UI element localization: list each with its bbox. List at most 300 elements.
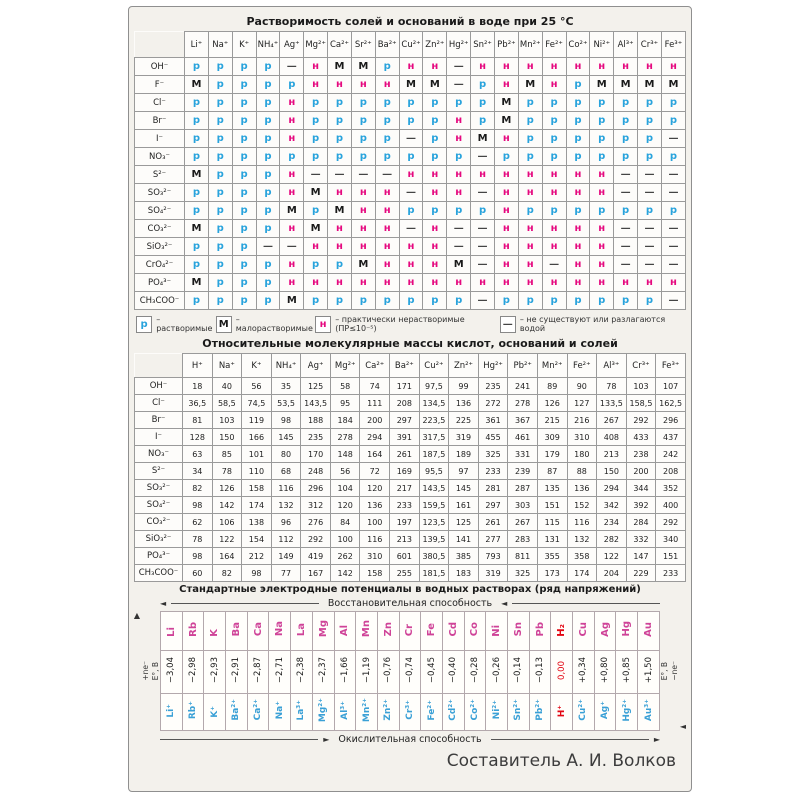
mass-cell: 35 xyxy=(271,378,301,395)
solubility-cell: р xyxy=(399,94,423,112)
potential-value: −1,66 xyxy=(339,656,350,684)
mass-cell: 142 xyxy=(212,497,242,514)
mass-cell: 142 xyxy=(330,565,360,582)
mass-cell: 99 xyxy=(449,378,479,395)
element-symbol-cell xyxy=(291,612,313,651)
potentials-title: Стандартные электродные потенциалы в водных растворах (ряд напряжений) xyxy=(179,584,641,595)
mass-cell: 82 xyxy=(183,480,213,497)
mass-cell: 174 xyxy=(242,497,272,514)
solubility-cell: р xyxy=(304,112,328,130)
cation-header: Cu²⁺ xyxy=(399,32,423,58)
anion-label: F⁻ xyxy=(135,76,185,94)
mass-cell: 18 xyxy=(183,378,213,395)
potential-value-cell xyxy=(529,651,551,694)
mass-cell: 225 xyxy=(449,412,479,429)
solubility-cell: н xyxy=(494,130,518,148)
mass-cell: 419 xyxy=(301,548,331,565)
element-symbol: Hg xyxy=(621,621,633,637)
solubility-cell: н xyxy=(328,220,352,238)
mass-cell: 233 xyxy=(390,497,420,514)
solubility-cell: — xyxy=(471,148,495,166)
mass-cell: 281 xyxy=(478,480,508,497)
potential-value-cell xyxy=(442,651,464,694)
element-symbol-cell xyxy=(616,612,638,651)
mass-cell: 116 xyxy=(567,514,597,531)
anion-label: CO₃²⁻ xyxy=(135,220,185,238)
mass-cell: 241 xyxy=(508,378,538,395)
solubility-cell: р xyxy=(304,148,328,166)
element-symbol: Cd xyxy=(447,622,459,637)
anion-label: CH₃COO⁻ xyxy=(135,565,183,582)
solubility-cell: р xyxy=(256,184,280,202)
mass-cell: 103 xyxy=(212,412,242,429)
solubility-cell: — xyxy=(304,166,328,184)
legend-item xyxy=(216,315,315,333)
mass-cell: 95 xyxy=(330,395,360,412)
potential-value-cell xyxy=(356,651,378,694)
solubility-cell: н xyxy=(614,58,638,76)
mass-cell: 238 xyxy=(626,446,656,463)
mass-cell: 145 xyxy=(449,480,479,497)
mass-cell: 128 xyxy=(183,429,213,446)
mass-cell: 125 xyxy=(449,514,479,531)
mass-cell: 40 xyxy=(212,378,242,395)
cation-header: Ba²⁺ xyxy=(390,354,420,378)
masses-title: Относительные молекулярные массы кислот, оснований и солей xyxy=(202,337,618,350)
element-symbol-cell xyxy=(204,612,226,651)
solubility-cell: р xyxy=(375,130,399,148)
potential-value: −2,87 xyxy=(253,656,264,684)
potential-value: −1,19 xyxy=(361,656,372,684)
solubility-cell: р xyxy=(661,202,685,220)
element-symbol-cell xyxy=(464,612,486,651)
element-symbol-cell xyxy=(226,612,248,651)
solubility-cell: — xyxy=(471,220,495,238)
solubility-cell: М xyxy=(304,184,328,202)
solubility-cell: р xyxy=(232,94,256,112)
table-row xyxy=(135,184,686,202)
element-symbol-cell xyxy=(247,612,269,651)
potential-value: −0,45 xyxy=(426,656,437,684)
potential-value: −2,91 xyxy=(231,656,242,684)
mass-cell: 161 xyxy=(449,497,479,514)
cation-header: NH₄⁺ xyxy=(256,32,280,58)
solubility-cell: р xyxy=(232,58,256,76)
mass-cell: 361 xyxy=(478,412,508,429)
potential-value: −0,76 xyxy=(383,656,394,684)
cation-header: Al³⁺ xyxy=(597,354,627,378)
potential-value-cell xyxy=(182,651,204,694)
potential-value-cell xyxy=(269,651,291,694)
potential-axis-label: E°, В xyxy=(151,661,161,681)
solubility-cell: — xyxy=(638,220,662,238)
potential-value-cell xyxy=(377,651,399,694)
solubility-cell: р xyxy=(590,292,614,310)
solubility-cell: н xyxy=(542,238,566,256)
cation-header: Ca²⁺ xyxy=(328,32,352,58)
lose-electrons-label: −ne⁻ xyxy=(669,661,679,681)
solubility-cell: н xyxy=(638,274,662,292)
solubility-cell: н xyxy=(494,220,518,238)
legend xyxy=(136,315,684,333)
solubility-cell: р xyxy=(375,58,399,76)
mass-cell: 115 xyxy=(537,514,567,531)
mass-cell: 317,5 xyxy=(419,429,449,446)
solubility-cell: — xyxy=(375,166,399,184)
mass-cell: 151 xyxy=(537,497,567,514)
solubility-cell: р xyxy=(566,94,590,112)
solubility-cell: р xyxy=(185,148,209,166)
solubility-cell: — xyxy=(661,130,685,148)
solubility-cell: р xyxy=(614,292,638,310)
mass-cell: 80 xyxy=(271,446,301,463)
reduction-direction xyxy=(160,598,660,609)
right-axis-bracket xyxy=(660,611,686,731)
potential-value: −2,93 xyxy=(209,656,220,684)
legend-symbol: н xyxy=(315,316,331,333)
potential-value-cell xyxy=(291,651,313,694)
solubility-cell: н xyxy=(494,184,518,202)
mass-cell: 95,5 xyxy=(419,463,449,480)
mass-cell: 89 xyxy=(537,378,567,395)
mass-cell: 158 xyxy=(360,565,390,582)
solubility-cell: р xyxy=(208,292,232,310)
solubility-cell: р xyxy=(375,112,399,130)
mass-cell: 793 xyxy=(478,548,508,565)
table-row xyxy=(135,378,686,395)
solubility-cell: н xyxy=(280,274,304,292)
ion-symbol-cell xyxy=(508,694,530,731)
mass-cell: 239 xyxy=(508,463,538,480)
mass-cell: 242 xyxy=(656,446,686,463)
element-symbol: Ca xyxy=(252,622,264,637)
solubility-cell: р xyxy=(423,94,447,112)
solubility-cell: р xyxy=(518,130,542,148)
element-symbol: Rb xyxy=(187,621,199,637)
solubility-cell: н xyxy=(542,184,566,202)
mass-cell: 74 xyxy=(360,378,390,395)
mass-cell: 312 xyxy=(301,497,331,514)
potential-value-cell xyxy=(464,651,486,694)
mass-cell: 234 xyxy=(597,514,627,531)
ion-symbol: Ba²⁺ xyxy=(231,699,242,721)
ion-symbol-cell xyxy=(312,694,334,731)
solubility-cell: н xyxy=(304,238,328,256)
solubility-cell: р xyxy=(423,148,447,166)
solubility-cell: н xyxy=(518,256,542,274)
solubility-cell: р xyxy=(614,130,638,148)
table-row xyxy=(135,548,686,565)
solubility-cell: н xyxy=(542,274,566,292)
element-symbol: K xyxy=(209,628,221,637)
solubility-cell: р xyxy=(638,148,662,166)
mass-cell: 100 xyxy=(330,531,360,548)
solubility-cell: р xyxy=(351,94,375,112)
mass-cell: 158,5 xyxy=(626,395,656,412)
anion-label: SO₃²⁻ xyxy=(135,480,183,497)
element-symbol: Al xyxy=(339,625,351,637)
solubility-cell: р xyxy=(471,112,495,130)
oxidation-label: Окислительная способность xyxy=(338,734,482,745)
solubility-cell: М xyxy=(280,202,304,220)
mass-cell: 294 xyxy=(597,480,627,497)
cation-header: H⁺ xyxy=(183,354,213,378)
table-row xyxy=(135,292,686,310)
solubility-cell: р xyxy=(232,112,256,130)
mass-cell: 77 xyxy=(271,565,301,582)
solubility-cell: р xyxy=(185,130,209,148)
solubility-cell: н xyxy=(423,184,447,202)
element-symbol: Co xyxy=(469,622,481,637)
element-symbol: Au xyxy=(643,621,655,637)
mass-cell: 179 xyxy=(537,446,567,463)
mass-cell: 60 xyxy=(183,565,213,582)
solubility-cell: н xyxy=(566,238,590,256)
potential-value-cell xyxy=(312,651,334,694)
mass-cell: 78 xyxy=(183,531,213,548)
potential-value: +1,50 xyxy=(643,656,654,684)
mass-cell: 283 xyxy=(508,531,538,548)
solubility-cell: р xyxy=(375,148,399,166)
solubility-cell: М xyxy=(590,76,614,94)
cation-header: Co²⁺ xyxy=(566,32,590,58)
element-symbol-cell xyxy=(529,612,551,651)
element-symbol: Fe xyxy=(426,623,438,637)
mass-cell: 58,5 xyxy=(212,395,242,412)
mass-cell: 342 xyxy=(597,497,627,514)
solubility-cell: н xyxy=(423,58,447,76)
solubility-cell: р xyxy=(232,130,256,148)
potential-value: −2,38 xyxy=(296,656,307,684)
solubility-cell: р xyxy=(208,148,232,166)
solubility-cell: н xyxy=(280,94,304,112)
table-row xyxy=(135,531,686,548)
solubility-cell: р xyxy=(566,292,590,310)
mass-cell: 297 xyxy=(478,497,508,514)
mass-cell: 84 xyxy=(330,514,360,531)
mass-cell: 152 xyxy=(567,497,597,514)
solubility-cell: р xyxy=(208,58,232,76)
mass-cell: 255 xyxy=(390,565,420,582)
legend-symbol: — xyxy=(500,316,516,333)
solubility-cell: — xyxy=(471,184,495,202)
corner-cell xyxy=(135,354,183,378)
ion-symbol-cell xyxy=(161,694,183,731)
table-row xyxy=(135,166,686,184)
table-row xyxy=(135,94,686,112)
solubility-cell: р xyxy=(638,94,662,112)
mass-cell: 150 xyxy=(212,429,242,446)
mass-cell: 139,5 xyxy=(419,531,449,548)
solubility-cell: н xyxy=(566,184,590,202)
table-row xyxy=(135,130,686,148)
ion-symbol-row xyxy=(161,694,660,731)
mass-cell: 332 xyxy=(626,531,656,548)
solubility-cell: р xyxy=(566,76,590,94)
mass-cell: 34 xyxy=(183,463,213,480)
solubility-cell: — xyxy=(661,166,685,184)
mass-cell: 392 xyxy=(626,497,656,514)
solubility-cell: р xyxy=(232,76,256,94)
ion-symbol-cell xyxy=(356,694,378,731)
mass-cell: 123,5 xyxy=(419,514,449,531)
mass-cell: 217 xyxy=(390,480,420,497)
element-symbol: Mg xyxy=(317,620,329,638)
ion-symbol-cell xyxy=(421,694,443,731)
mass-cell: 63 xyxy=(183,446,213,463)
mass-cell: 355 xyxy=(537,548,567,565)
ion-symbol: Ni²⁺ xyxy=(491,700,502,720)
cation-header: Cr³⁺ xyxy=(638,32,662,58)
element-symbol: Cu xyxy=(577,622,589,637)
solubility-cell: н xyxy=(423,256,447,274)
solubility-cell: — xyxy=(614,238,638,256)
potential-value-cell xyxy=(421,651,443,694)
solubility-cell: р xyxy=(328,130,352,148)
element-symbol-cell xyxy=(399,612,421,651)
mass-cell: 187,5 xyxy=(419,446,449,463)
cation-header: Ag⁺ xyxy=(301,354,331,378)
solubility-cell: — xyxy=(399,220,423,238)
solubility-cell: р xyxy=(590,130,614,148)
anion-label: I⁻ xyxy=(135,429,183,446)
solubility-cell: р xyxy=(185,292,209,310)
mass-cell: 319 xyxy=(449,429,479,446)
solubility-cell: р xyxy=(256,166,280,184)
mass-cell: 277 xyxy=(478,531,508,548)
mass-cell: 58 xyxy=(330,378,360,395)
solubility-cell: р xyxy=(185,94,209,112)
potentials-table xyxy=(160,611,660,731)
potential-value: −0,14 xyxy=(513,656,524,684)
mass-cell: 136 xyxy=(567,480,597,497)
solubility-cell: н xyxy=(375,76,399,94)
mass-cell: 120 xyxy=(330,497,360,514)
solubility-cell: р xyxy=(232,184,256,202)
oxidation-direction xyxy=(160,734,660,745)
solubility-cell: н xyxy=(590,166,614,184)
cation-header: Cr³⁺ xyxy=(626,354,656,378)
cation-header: Sr²⁺ xyxy=(351,32,375,58)
solubility-cell: — xyxy=(661,220,685,238)
mass-cell: 262 xyxy=(330,548,360,565)
solubility-cell: р xyxy=(447,202,471,220)
solubility-cell: М xyxy=(494,112,518,130)
potential-value-cell xyxy=(334,651,356,694)
cation-header: Li⁺ xyxy=(185,32,209,58)
solubility-cell: н xyxy=(375,220,399,238)
solubility-cell: р xyxy=(518,112,542,130)
element-symbol-cell xyxy=(269,612,291,651)
ion-symbol: Au³⁺ xyxy=(643,698,654,722)
solubility-cell: — xyxy=(471,292,495,310)
solubility-cell: н xyxy=(399,166,423,184)
solubility-cell: р xyxy=(256,148,280,166)
table-row xyxy=(135,256,686,274)
anion-label: SO₃²⁻ xyxy=(135,184,185,202)
mass-cell: 204 xyxy=(597,565,627,582)
solubility-cell: н xyxy=(661,274,685,292)
solubility-cell: н xyxy=(471,58,495,76)
cation-header: Ag⁺ xyxy=(280,32,304,58)
cation-header: K⁺ xyxy=(242,354,272,378)
solubility-cell: н xyxy=(304,76,328,94)
table-row xyxy=(135,58,686,76)
mass-cell: 340 xyxy=(656,531,686,548)
mass-cell: 213 xyxy=(597,446,627,463)
solubility-cell: р xyxy=(590,112,614,130)
ion-symbol: Rb⁺ xyxy=(188,700,199,720)
solubility-cell: н xyxy=(590,274,614,292)
solubility-cell: н xyxy=(471,166,495,184)
mass-cell: 261 xyxy=(478,514,508,531)
anion-label: NO₃⁻ xyxy=(135,446,183,463)
solubility-cell: — xyxy=(399,184,423,202)
mass-cell: 98 xyxy=(183,497,213,514)
mass-cell: 96 xyxy=(271,514,301,531)
solubility-cell: р xyxy=(328,94,352,112)
solubility-cell: р xyxy=(256,130,280,148)
anion-label: SiO₃²⁻ xyxy=(135,238,185,256)
solubility-cell: р xyxy=(185,256,209,274)
table-row xyxy=(135,565,686,582)
anion-label: SO₄²⁻ xyxy=(135,202,185,220)
element-symbol: Cr xyxy=(404,624,416,637)
solubility-cell: р xyxy=(256,202,280,220)
cation-header: Pb²⁺ xyxy=(494,32,518,58)
solubility-cell: р xyxy=(399,292,423,310)
solubility-cell: н xyxy=(518,184,542,202)
anion-label: SO₄²⁻ xyxy=(135,497,183,514)
ion-symbol: Na⁺ xyxy=(274,700,285,720)
cation-header: Mg²⁺ xyxy=(304,32,328,58)
solubility-cell: н xyxy=(351,220,375,238)
element-symbol-cell xyxy=(334,612,356,651)
mass-cell: 135 xyxy=(537,480,567,497)
solubility-cell: н xyxy=(351,238,375,256)
mass-cell: 215 xyxy=(537,412,567,429)
solubility-cell: М xyxy=(304,220,328,238)
mass-cell: 127 xyxy=(567,395,597,412)
element-symbol-cell xyxy=(312,612,334,651)
solubility-cell: н xyxy=(590,220,614,238)
mass-cell: 433 xyxy=(626,429,656,446)
solubility-cell: н xyxy=(590,256,614,274)
solubility-cell: н xyxy=(328,238,352,256)
cation-header: Na⁺ xyxy=(212,354,242,378)
mass-cell: 148 xyxy=(330,446,360,463)
element-symbol: Li xyxy=(165,626,177,637)
ion-symbol-cell xyxy=(638,694,660,731)
solubility-cell: р xyxy=(185,112,209,130)
legend-item xyxy=(315,315,500,333)
mass-cell: 116 xyxy=(360,531,390,548)
mass-cell: 104 xyxy=(330,480,360,497)
solubility-cell: н xyxy=(399,256,423,274)
potential-value-cell xyxy=(247,651,269,694)
solubility-cell: р xyxy=(208,256,232,274)
mass-cell: 141 xyxy=(449,531,479,548)
table-row xyxy=(135,76,686,94)
mass-cell: 167 xyxy=(301,565,331,582)
solubility-cell: р xyxy=(542,94,566,112)
ion-symbol-cell xyxy=(182,694,204,731)
solubility-cell: — xyxy=(661,256,685,274)
solubility-cell: р xyxy=(256,112,280,130)
mass-cell: 181,5 xyxy=(419,565,449,582)
mass-cell: 391 xyxy=(390,429,420,446)
solubility-cell: р xyxy=(232,220,256,238)
